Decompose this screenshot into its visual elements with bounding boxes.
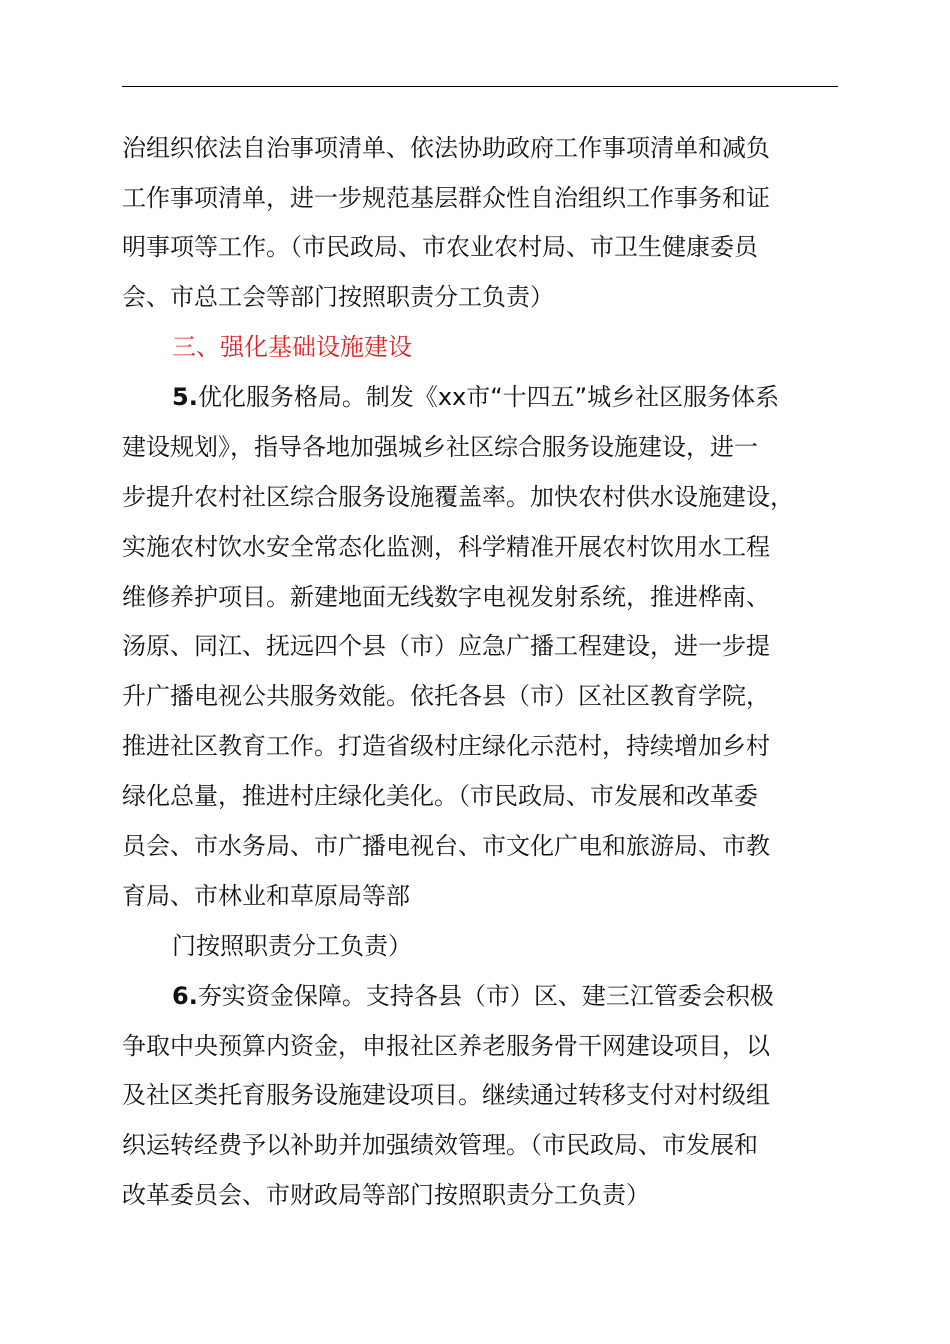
item-5-line: 实施农村饮水安全常态化监测，科学精准开展农村饮用水工程 [122, 533, 770, 561]
section-heading: 三、强化基础设施建设 [172, 333, 412, 361]
item-5-number: 5. [172, 383, 198, 411]
item-6-number: 6. [172, 982, 198, 1010]
item-5-line: 员会、市水务局、市广播电视台、市文化广电和旅游局、市教 [122, 832, 770, 860]
item-6-line: 改革委员会、市财政局等部门按照职责分工负责） [122, 1181, 650, 1209]
item-6-first-line [172, 980, 774, 1012]
paragraph-line: 工作事项清单，进一步规范基层群众性自治组织工作事务和证 [122, 184, 770, 212]
item-5-line: 维修养护项目。新建地面无线数字电视发射系统，推进桦南、 [122, 583, 770, 611]
item-5-line: 步提升农村社区综合服务设施覆盖率。加快农村供水设施建设， [122, 483, 794, 511]
item-6-line: 及社区类托育服务设施建设项目。继续通过转移支付对村级组 [122, 1081, 770, 1109]
item-5-line: 推进社区教育工作。打造省级村庄绿化示范村，持续增加乡村 [122, 732, 770, 760]
item-5-first-line [172, 381, 779, 413]
item-5-line: 育局、市林业和草原局等部 [122, 882, 410, 910]
paragraph-line: 会、市总工会等部门按照职责分工负责） [122, 283, 554, 311]
item-6-line: 织运转经费予以补助并加强绩效管理。（市民政局、市发展和 [122, 1131, 758, 1159]
item-5-line: 建设规划》，指导各地加强城乡社区综合服务设施建设，进一 [122, 433, 758, 461]
item-5-line: 绿化总量，推进村庄绿化美化。（市民政局、市发展和改革委 [122, 782, 758, 810]
item-5-line: 升广播电视公共服务效能。依托各县（市）区社区教育学院， [122, 682, 770, 710]
header-rule [122, 86, 838, 87]
paragraph-line: 治组织依法自治事项清单、依法协助政府工作事项清单和减负 [122, 134, 770, 162]
item-5-tail-line: 门按照职责分工负责） [172, 932, 412, 960]
item-5-line: 汤原、同江、抚远四个县（市）应急广播工程建设，进一步提 [122, 632, 770, 660]
item-6-title: 夯实资金保障。支持各县（市）区、建三江管委会积极 [197, 982, 774, 1010]
item-5-title: 优化服务格局。制发《xx市“十四五”城乡社区服务体系 [197, 383, 780, 411]
item-6-line: 争取中央预算内资金，申报社区养老服务骨干网建设项目，以 [122, 1032, 770, 1060]
paragraph-line: 明事项等工作。（市民政局、市农业农村局、市卫生健康委员 [122, 233, 758, 261]
